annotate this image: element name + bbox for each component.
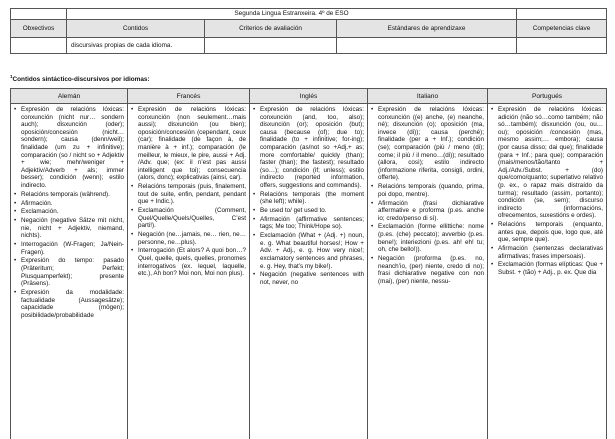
column-header-portugues: Portugués bbox=[488, 89, 607, 104]
objectives-table bbox=[10, 8, 607, 54]
list-item: • Expresión do tempo: pasado (Präteritum; Perfekt; Plusquamperfekt); presente (Präsens). bbox=[14, 257, 124, 287]
list-item: • Exclamación. bbox=[14, 208, 124, 216]
list-item: • Afirmación (frasi dichiarative affermative e proforma (p.es. anche io; credo/penso di sì). bbox=[371, 200, 484, 223]
column-ingles bbox=[250, 104, 368, 439]
list-item: • Interrogación (Et alors? A quoi bon…? Quel, quelle, quels, quelles, pronomes interrogativos (ex. lequel, laquelle, etc.), Ah bon? Moi non, Moi non plus). bbox=[131, 247, 246, 277]
table-title: Segunda Lingua Estranxeira. 4º de ESO bbox=[67, 9, 517, 20]
column-italiano bbox=[368, 104, 488, 439]
cell-contidos: discursivas propias de cada idioma. bbox=[67, 38, 205, 54]
header-estandares: Estándares de aprendizaxe bbox=[337, 20, 517, 38]
footnote bbox=[10, 74, 150, 83]
column-aleman bbox=[11, 104, 128, 439]
cell-competencias bbox=[517, 38, 607, 54]
header-criterios: Criterios de avaliación bbox=[205, 20, 337, 38]
list-item: • Expresión de relacións lóxicas: conxunción (and, too, also); disxunción (or); oposición (but); causa (because (of); due to); finalidade (to + infinitive; for-ing); comparación (as/not so +Adj.+ as; more comfortable/ quickly (than); faster (than); the fastest); resultado (so…); condición (if; unless); estilo indirecto (reported information, offers, suggestions and commands). bbox=[253, 106, 364, 190]
header-contidos: Contidos bbox=[67, 20, 205, 38]
title-spacer bbox=[11, 9, 67, 20]
syntactic-contents-table bbox=[10, 88, 607, 439]
list-item: • Expresión de relacións lóxicas: conxunción ((e) anche, (e) neanche, né); disxunción (o); oposición (ma, invece (di)); causa (perché); finalidade (per a + Inf.); condición (se); comparación (più / meno (di); come; il più / il meno…(di)); resultado (allora, così); estilo indirecto (informazione riferita, consigli, ordini, offerte). bbox=[371, 106, 484, 182]
list-item: • Negación (negative sentences with not, never, no bbox=[253, 271, 364, 286]
list-item: • Relacións temporais (enquanto, antes que, depois que, logo que, até que, sempre que). bbox=[491, 221, 603, 244]
list-item: • Relacións temporais (während). bbox=[14, 191, 124, 199]
footnote-text: Contidos sintáctico-discursivos por idiomas: bbox=[12, 76, 150, 84]
list-item: • Negación (ne…jamais, ne… rien, ne… personne, ne…plus). bbox=[131, 231, 246, 246]
list-item: • Be used to/ get used to. bbox=[253, 207, 364, 215]
list-item: • Negación (proforma (p.es. no, neanch’io, (per) niente, credo di no); frasi dichiarative negative con non (mai), (per) niente, nessu- bbox=[371, 255, 484, 285]
cell-estandares bbox=[337, 38, 517, 54]
list-item: • Afirmación (affirmative sentences; tags; Me too; Think/Hope so). bbox=[253, 216, 364, 231]
footnote-marker: 1 bbox=[10, 74, 13, 79]
list-item: • Afirmación (sentenzas declarativas afirmativas; frases impersoais). bbox=[491, 245, 603, 260]
list-item: • Expresión de relacións lóxicas: conxunción (non seulement…mais aussi); disxunción (ou bien); oposición/concesión (cependant, ceux (car); finalidade (de façon à, de manière à + inf.); comparación (le meilleur, le mieux, le pire, aussi + Adj. /Adv. que; (ex: il n’est pas aussi intelligent que toi); consecuencia (alors, donc); explicativas (ainsi, car). bbox=[131, 106, 246, 182]
column-portugues bbox=[488, 104, 607, 439]
list-item: • Expresión de relacións lóxicas: adición (não só…como também; não só…também); disxunción (ou, ou…ou); oposición /concesión (mas, mesmo assim;… embora); causa (por causa disso; dai que); finalidade (para + Inf.; para que); comparación (mais/menos/tão/tanto + Adj./Adv./Subst. + (do) que/como/quanto; superlativo relativo (p. ex., o rapaz mais distraído da turma); resultado (assim, portanto); condición (se, sem); discurso indirecto (informacións, ofrecementos, suxestións e ordes). bbox=[491, 106, 603, 220]
header-competencias: Competencias clave bbox=[517, 20, 607, 38]
list-item: • Exclamación (What + (Adj. +) noun, e. g. What beautiful horses!; How + Adv. + Adj., e. g. How very nice!; exclamatory sentences and phrases, e. g. Hey, that’s my bike!). bbox=[253, 232, 364, 270]
list-item: • Expresión da modalidade: factualidade (Aussagesätze); capacidade (mögen); posibilidade/probabilidade bbox=[14, 289, 124, 319]
column-frances bbox=[128, 104, 250, 439]
list-item: • Exclamación (forme ellittiche: nome (p.es. (che) peccato); avverbio (p.es. bene!); interiezioni (p.es. ah! eh! tu; oh, che bello!)). bbox=[371, 223, 484, 253]
column-header-aleman: Alemán bbox=[11, 89, 128, 104]
list-item: • Exclamación (formas elípticas: Que + Subst. + (tão) + Adj., p. ex. Que dia bbox=[491, 261, 603, 276]
cell-criterios bbox=[205, 38, 337, 54]
list-item: • Relacións temporais (the moment (she left); while). bbox=[253, 191, 364, 206]
list-item: • Relacións temporais (quando, prima, poi dopo, mentre). bbox=[371, 183, 484, 198]
header-obxectivos: Obxectivos bbox=[11, 20, 67, 38]
list-item: • Afirmación. bbox=[14, 200, 124, 208]
column-header-italiano: Italiano bbox=[368, 89, 488, 104]
column-header-ingles: Inglés bbox=[250, 89, 368, 104]
title-spacer-right bbox=[517, 9, 607, 20]
list-item: • Expresión de relacións lóxicas: conxunción (nicht nur… sondern auch); disxunción (oder); oposición/concesión (nicht… sondern); causa (denn/weil); finalidade (um zu + infinitive); comparación (so / nicht so + Adjektiv + wie; mehr/weniger + Adjektiv/Adverb + als; immer besser); condición (wenn); estilo indirecto. bbox=[14, 106, 124, 190]
cell-obxectivos bbox=[11, 38, 67, 54]
column-header-frances: Francés bbox=[128, 89, 250, 104]
list-item: • Interrogación (W-Fragen; Ja/Nein-Fragen). bbox=[14, 241, 124, 256]
list-item: • Relacións temporais (puis, finalement, tout de suite, enfin, pendant, pendant que + Indic.). bbox=[131, 183, 246, 206]
list-item: • Negación (negative Sätze mit nicht, nie, nicht + Adjektiv, niemand, nichts). bbox=[14, 217, 124, 240]
list-item: • Exclamación (Comment, Quel/Quelle/Quels/Quelles, C’est parti!). bbox=[131, 207, 246, 230]
